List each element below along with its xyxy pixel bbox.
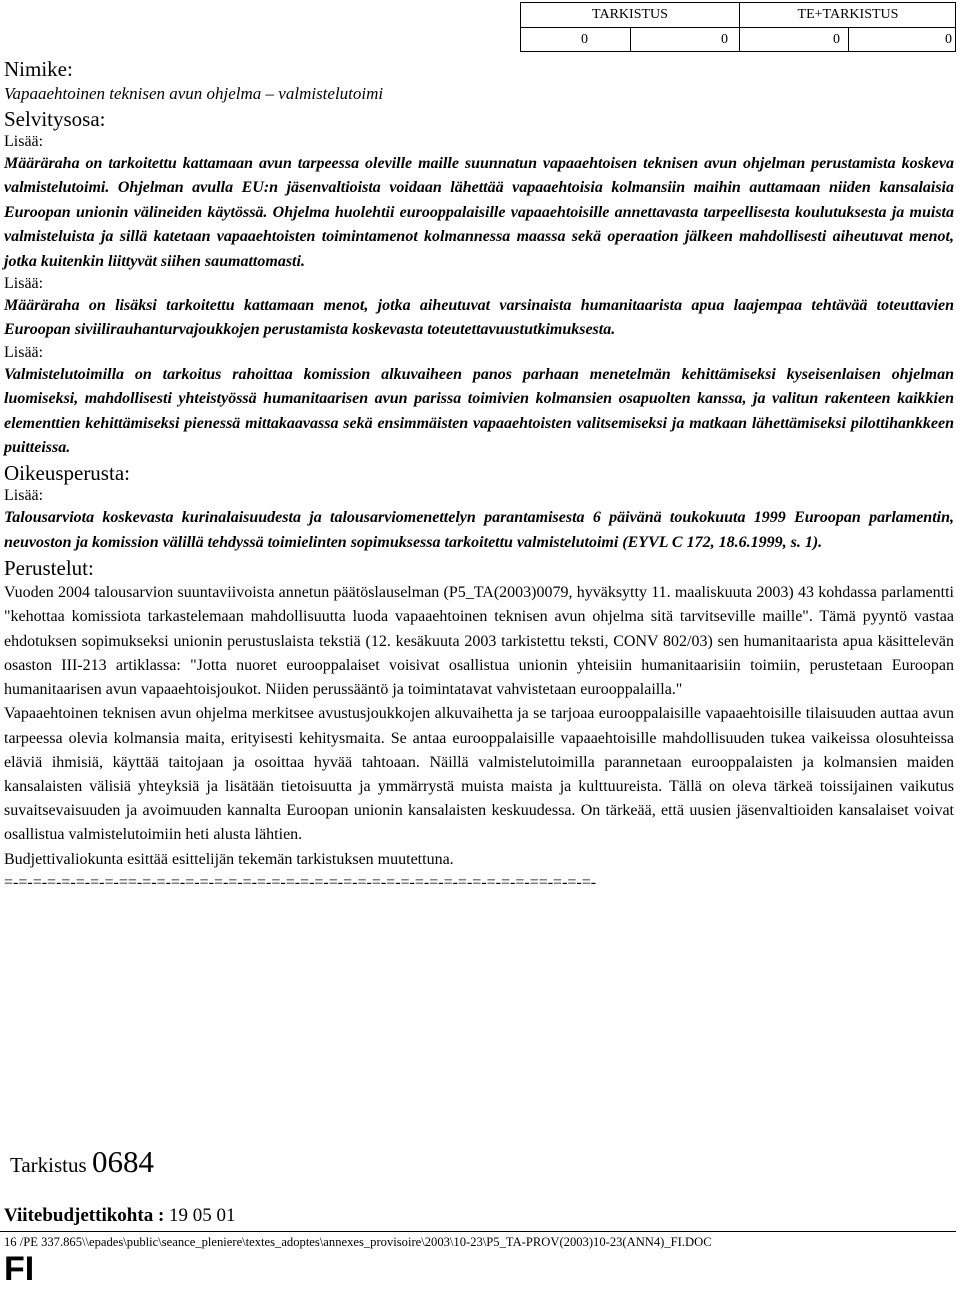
language-code: FI [4, 1250, 35, 1288]
footer-path: 16 /PE 337.865\\epades\public\seance_pleniere\textes_adoptes\annexes_provisoire\2003\10-23\P5_TA-PROV(2003)10-23(ANN4)_FI.DOC [4, 1235, 712, 1249]
perustelut-heading: Perustelut: [4, 556, 94, 581]
value-cell: 0 [721, 32, 728, 47]
col-tarkistus: TARKISTUS [592, 7, 668, 22]
viite-label: Viitebudjettikohta : [4, 1205, 170, 1226]
separator-line: =-=-=-=-=-=-=-=-==-=-=-=-=-=-=-=-=-=-=-=-=-=-=-=-=-=-=-=-=-=-=-=-=-=-=-=-==-=-=-=- [4, 873, 597, 891]
col-te-tarkistus: TE+TARKISTUS [797, 7, 899, 22]
tarkistus-label: Tarkistus [10, 1153, 92, 1177]
selvitysosa-text-1: Määräraha on tarkoitettu kattamaan avun tarpeessa oleville maille suunnatun vapaaehtoisen teknisen avun ohjelman perustamista koskeva valmistelutoimi. Ohjelman avulla EU:n jäsenvaltioista voidaan lähettää vapaaehtoisia kolmansiin maihin auttamaan niiden kansalaisia Euroopan unionin välineiden käytössä. Ohjelma huolehtii eurooppalaisille vapaaehtoisille annettavasta tarpeellisesta koulutuksesta ja muista valmisteluista ja sillä katetaan vapaaehtoisten toimintamenot kolmannessa maassa sekä operaation jälkeen mahdollisesti aiheutuvat menot, jotka kuitenkin liittyvät siihen saumattomasti. [4, 155, 954, 270]
viite-value: 19 05 01 [169, 1205, 236, 1226]
tarkistus-number: 0684 [91, 1144, 154, 1179]
lisaa-label: Lisää: [4, 487, 44, 505]
document-body [4, 56, 954, 894]
value-cell: 0 [833, 32, 840, 47]
amendment-table [520, 2, 956, 52]
value-cell: 0 [945, 32, 952, 47]
perustelut-paragraph-3: Budjettivaliokunta esittää esittelijän tekemän tarkistuksen muutettuna. [4, 850, 454, 868]
selvitysosa-heading: Selvitysosa: [4, 107, 106, 131]
footer-rule [0, 1231, 956, 1232]
selvitysosa-text-2: Määräraha on lisäksi tarkoitettu kattamaan menot, jotka aiheutuvat varsinaista humanitaarista apua laajempaa tehtävää toteuttavien Euroopan siviilirauhanturvajoukkojen perustamista koskevasta toteutettavuustutkimuksesta. [4, 297, 954, 339]
perustelut-paragraph-2: Vapaaehtoinen teknisen avun ohjelma merkitsee avustusjoukkojen alkuvaihetta ja se tarjoaa eurooppalaisille vapaaehtoisille tilaisuuden auttaa avun tarpeessa olevia kolmansia maita, erityisesti kehitysmaita. Se antaa eurooppalaisille vapaaehtoisille mahdollisuuden tukea vaikeissa olosuhteissa eläviä ihmisiä, käyttää taitojaan ja osoittaa hyvää tahtoaan. Näillä valmistelutoimilla parannetaan eurooppalaisten ja kolmansien maiden kansalaisten välisiä yhteyksiä ja lisätään tietoisuutta ja ymmärrystä muista maista ja kulttuureista. Tällä on oleva tärkeä toissijainen vaikutus suvaitsevaisuuden ja avoimuuden kannalta Euroopan unionin kansalaisten keskuudessa. On tärkeää, että uusien jäsenvaltioiden kansalaiset voivat osallistua valmistelutoimiin heti alusta lähtien. [4, 705, 954, 844]
table-values-row [521, 28, 955, 52]
oikeusperusta-heading: Oikeusperusta: [4, 461, 130, 486]
lisaa-label: Lisää: [4, 275, 44, 293]
lisaa-label: Lisää: [4, 343, 44, 361]
viitebudjettikohta [4, 1205, 236, 1227]
selvitysosa-text-3: Valmistelutoimilla on tarkoitus rahoittaa komission alkuvaiheen panos parhaan menetelmän kehittämiseksi kyseisenlaisen ohjelman luomiseksi, mahdollisesti yhteistyössä humanitaarisen avun parissa toimivien kolmansien osapuolten kanssa, ja valitun rakenteen kaikkien elementtien kehittämiseksi pienessä mittakaavassa sekä ensimmäisten vapaaehtoisten valitsemiseksi ja matkaan lähettämiseksi pilottihankkeen puitteissa. [4, 365, 954, 457]
tarkistus-title [10, 1144, 154, 1180]
lisaa-label: Lisää: [4, 133, 44, 150]
table-header-row [521, 3, 955, 28]
perustelut-paragraph-1: Vuoden 2004 talousarvion suuntaviivoista annetun päätöslauselman (P5_TA(2003)0079, hyväksytty 11. maaliskuuta 2003) 43 kohdassa parlamentti "kehottaa komissiota tarkastelemaan mahdollisuutta luoda vapaaehtoinen teknisen avun ohjelma sitä tarvitseville maille". Tämä pyyntö vastaa ehdotuksen sopimukseksi unionin perustuslaista tekstiä (12. kesäkuuta 2003 tarkistettu teksti, CONV 802/03) sen humanitaarista apua käsittelevän osaston III-213 artiklassa: "Jotta nuoret eurooppalaiset voisivat osallistua unionin yhteisiin humanitaarisiin toimiin, perustetaan Euroopan humanitaarisen avun vapaaehtoisjoukot. Niiden perussääntö ja toimintatavat vahvistetaan eurooppalailla." [4, 584, 954, 699]
value-cell: 0 [581, 32, 588, 47]
oikeusperusta-text: Talousarviota koskevasta kurinalaisuudesta ja talousarviomenettelyn parantamisesta 6 päivänä toukokuuta 1999 Euroopan parlamentin, neuvoston ja komission välillä tehdyssä toimielinten sopimuksessa tarkoitettu valmistelutoimi (EYVL C 172, 18.6.1999, s. 1). [4, 509, 954, 551]
nimike-text: Vapaaehtoinen teknisen avun ohjelma – valmistelutoimi [4, 84, 384, 103]
nimike-heading: Nimike: [4, 57, 73, 81]
